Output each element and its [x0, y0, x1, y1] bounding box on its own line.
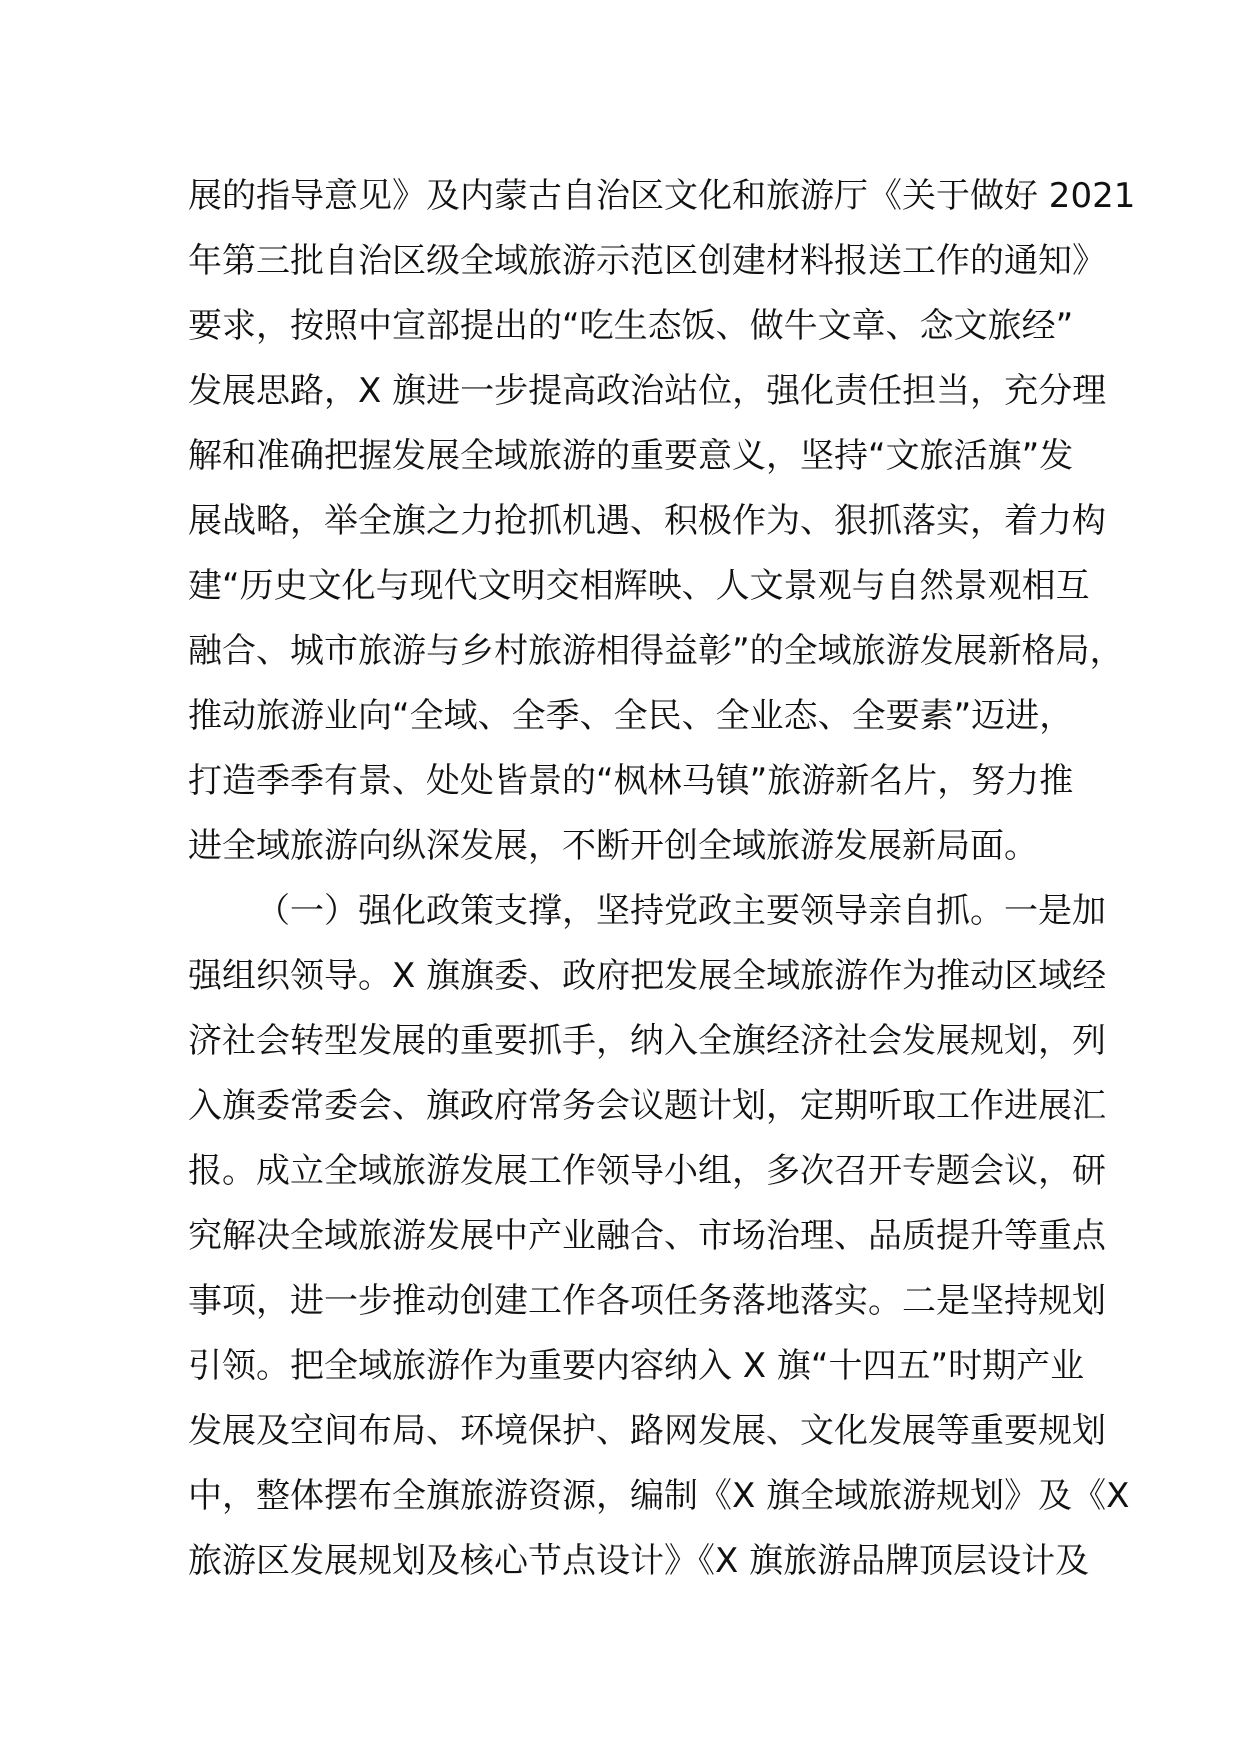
text-line: 解和准确把握发展全域旅游的重要意义，坚持“文旅活旗”发 — [188, 436, 1074, 476]
text-line: 事项，进一步推动创建工作各项任务落地落实。二是坚持规划 — [188, 1281, 1106, 1321]
text-line: 进全域旅游向纵深发展，不断开创全域旅游发展新局面。 — [188, 826, 1038, 866]
text-line: 旅游区发展规划及核心节点设计》《X 旗旅游品牌顶层设计及 — [188, 1541, 1090, 1581]
text-line: 报。成立全域旅游发展工作领导小组，多次召开专题会议，研 — [188, 1151, 1106, 1191]
text-line: 强组织领导。X 旗旗委、政府把发展全域旅游作为推动区域经 — [188, 956, 1107, 996]
text-line: 中，整体摆布全旗旅游资源，编制《X 旗全域旅游规划》及《X — [188, 1476, 1130, 1516]
text-line: 发展及空间布局、环境保护、路网发展、文化发展等重要规划 — [188, 1411, 1106, 1451]
text-line: 究解决全域旅游发展中产业融合、市场治理、品质提升等重点 — [188, 1216, 1106, 1256]
body-text — [188, 164, 1136, 1594]
text-line: 打造季季有景、处处皆景的“枫林马镇”旅游新名片，努力推 — [188, 761, 1074, 801]
section-heading-line: （一）强化政策支撑，坚持党政主要领导亲自抓。一是加 — [256, 891, 1106, 931]
text-line: 入旗委常委会、旗政府常务会议题计划，定期听取工作进展汇 — [188, 1086, 1106, 1126]
text-line: 年第三批自治区级全域旅游示范区创建材料报送工作的通知》 — [188, 241, 1106, 281]
text-line: 发展思路，X 旗进一步提高政治站位，强化责任担当，充分理 — [188, 371, 1107, 411]
text-line: 要求，按照中宣部提出的“吃生态饭、做牛文章、念文旅经” — [188, 306, 1074, 346]
text-line: 融合、城市旅游与乡村旅游相得益彰”的全域旅游发展新格局， — [188, 631, 1124, 671]
text-line: 引领。把全域旅游作为重要内容纳入 X 旗“十四五”时期产业 — [188, 1346, 1085, 1386]
text-line: 济社会转型发展的重要抓手，纳入全旗经济社会发展规划，列 — [188, 1021, 1106, 1061]
text-line: 推动旅游业向“全域、全季、全民、全业态、全要素”迈进， — [188, 696, 1074, 736]
text-line: 展战略，举全旗之力抢抓机遇、积极作为、狠抓落实，着力构 — [188, 501, 1106, 541]
text-line: 建“历史文化与现代文明交相辉映、人文景观与自然景观相互 — [188, 566, 1090, 606]
text-line: 展的指导意见》及内蒙古自治区文化和旅游厅《关于做好 2021 — [188, 176, 1136, 216]
